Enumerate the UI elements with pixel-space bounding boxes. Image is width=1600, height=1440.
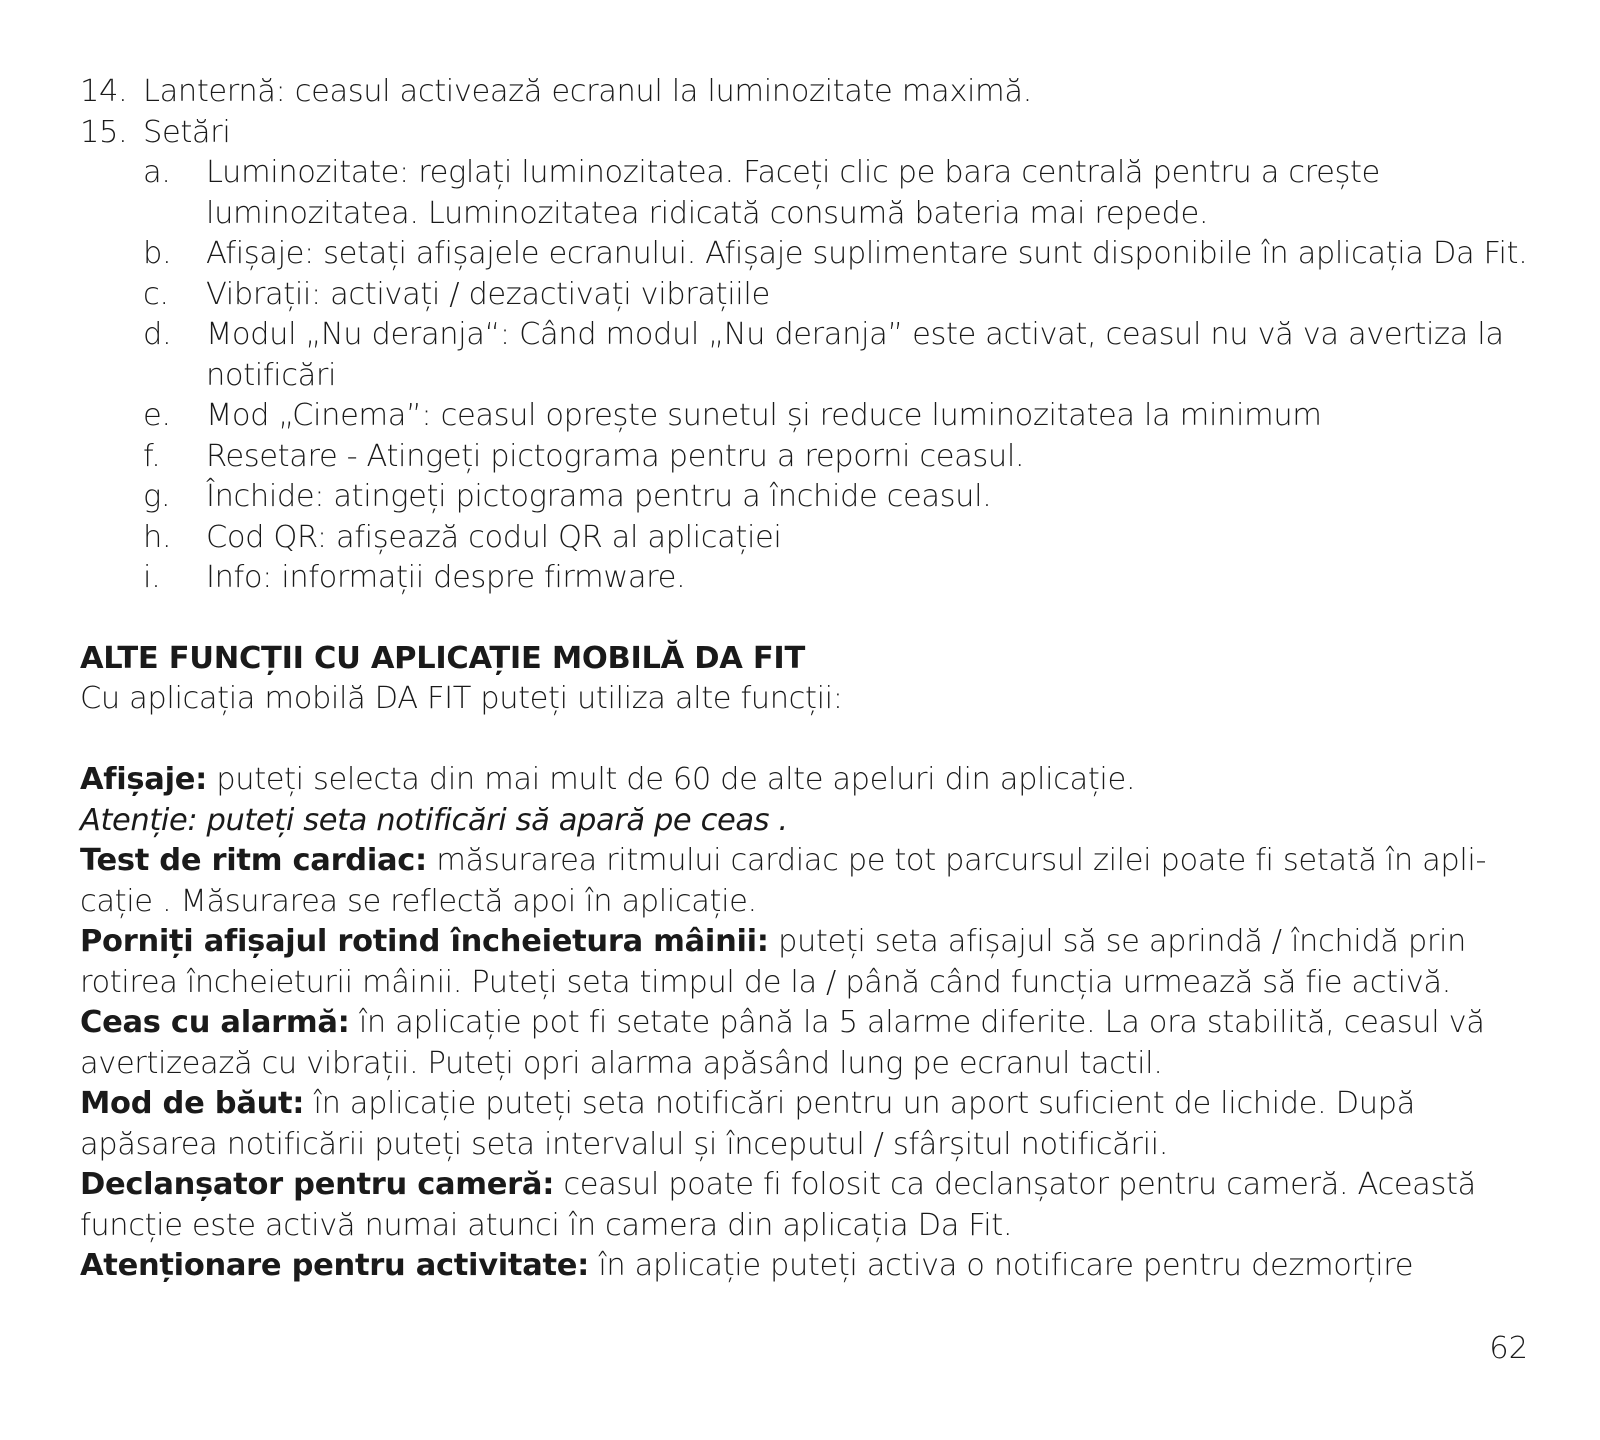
list-marker: 14. [80,74,128,109]
list-item-text: Setări [143,114,231,150]
sublist-item [143,234,1540,275]
page-number: 62 [1489,1331,1528,1366]
feature-term: Test de ritm cardiac: [80,843,427,878]
feature-description: în aplicație puteți seta notificări pentru un aport suficient de lichide. După apăsarea notificării puteți seta intervalul și începutul / sfârșitul notificării. [80,1086,1415,1162]
feature-term: Porniți afișajul rotind încheietura mâinii: [80,924,769,959]
feature-description: puteți seta afișajul să se aprindă / închidă prin rotirea încheieturii mâinii. Puteți seta timpul de la / până când funcția urmează să fie activă. [80,924,1466,1000]
sublist-marker: h. [143,519,172,555]
sublist-item-text: Modul „Nu deranja“: Când modul „Nu deranja” este activat, ceasul nu vă va avertiza la notificări [206,317,1504,393]
list-marker: 15. [80,114,128,150]
feature-activity-reminder [80,1246,1540,1287]
settings-sublist [143,153,1540,599]
feature-alarm [80,1003,1540,1084]
sublist-marker: b. [143,236,172,271]
feature-description: ceasul poate fi folosit ca declanșator pentru cameră. Această funcție este activă numai atunci în camera din aplicația Da Fit. [80,1167,1476,1243]
sublist-item-text: Info: informații despre firmware. [206,560,686,595]
sublist-marker: e. [143,398,171,433]
feature-description: în aplicație pot fi setate până la 5 alarme diferite. La ora stabilită, ceasul vă avertizează cu vibrații. Puteți opri alarma apăsând lung pe ecranul tactil. [80,1005,1485,1081]
sublist-item [143,396,1540,437]
document-page [80,72,1540,1287]
section-intro: Cu aplicația mobilă DA FIT puteți utiliza alte funcții: [80,681,843,716]
numbered-list [80,72,1540,599]
sublist-item [143,275,1540,316]
sublist-item [143,437,1540,478]
feature-term: Afișaje: [80,762,208,797]
feature-term: Atenționare pentru activitate: [80,1248,590,1283]
sublist-item [143,315,1540,396]
sublist-marker: d. [143,317,172,352]
sublist-item-text: Cod QR: afișează codul QR al aplicației [206,519,782,555]
sublist-item [143,558,1540,599]
sublist-item-text: Afișaje: setați afișajele ecranului. Afișaje suplimentare sunt disponibile în aplicația Da Fit. [206,236,1528,271]
list-item [80,113,1540,599]
list-item-text: Lanternă: ceasul activează ecranul la luminozitate maximă. [143,74,1032,109]
sublist-item-text: Vibrații: activați / dezactivați vibrațiile [206,276,770,312]
feature-term: Declanșator pentru cameră: [80,1167,555,1202]
sublist-marker: g. [143,479,171,514]
sublist-marker: f. [143,438,161,474]
sublist-item [143,518,1540,559]
sublist-marker: c. [143,276,169,312]
feature-description: măsurarea ritmului cardiac pe tot parcursul zilei poate fi setată în apli-cație . Măsurarea se reflectă apoi în aplicație. [80,843,1487,919]
feature-term: Mod de băut: [80,1086,305,1121]
feature-note: Atenție: puteți seta notificări să apară pe ceas . [80,802,788,838]
sublist-marker: a. [143,155,171,190]
sublist-item [143,477,1540,518]
feature-wrist-raise [80,922,1540,1003]
sublist-marker: i. [143,560,161,595]
list-item [80,72,1540,113]
feature-drink-mode [80,1084,1540,1165]
sublist-item [143,153,1540,234]
sublist-item-text: Mod „Cinema”: ceasul oprește sunetul și reduce luminozitatea la minimum [206,398,1322,433]
sublist-item-text: Luminozitate: reglați luminozitatea. Faceți clic pe bara centrală pentru a crește luminozitatea. Luminozitatea ridicată consumă bateria mai repede. [206,155,1380,231]
feature-term: Ceas cu alarmă: [80,1005,350,1040]
feature-description: în aplicație puteți activa o notificare pentru dezmorțire [589,1248,1414,1283]
section-heading: ALTE FUNCȚII CU APLICAȚIE MOBILĂ DA FIT [80,640,805,676]
sublist-item-text: Închide: atingeți pictograma pentru a închide ceasul. [206,479,992,514]
feature-camera-shutter [80,1165,1540,1246]
spacer [80,720,1540,761]
feature-heart-rate [80,841,1540,922]
feature-description: puteți selecta din mai mult de 60 de alte apeluri din aplicație. [207,762,1136,797]
feature-displays [80,760,1540,801]
sublist-item-text: Resetare - Atingeți pictograma pentru a reporni ceasul. [206,438,1025,474]
